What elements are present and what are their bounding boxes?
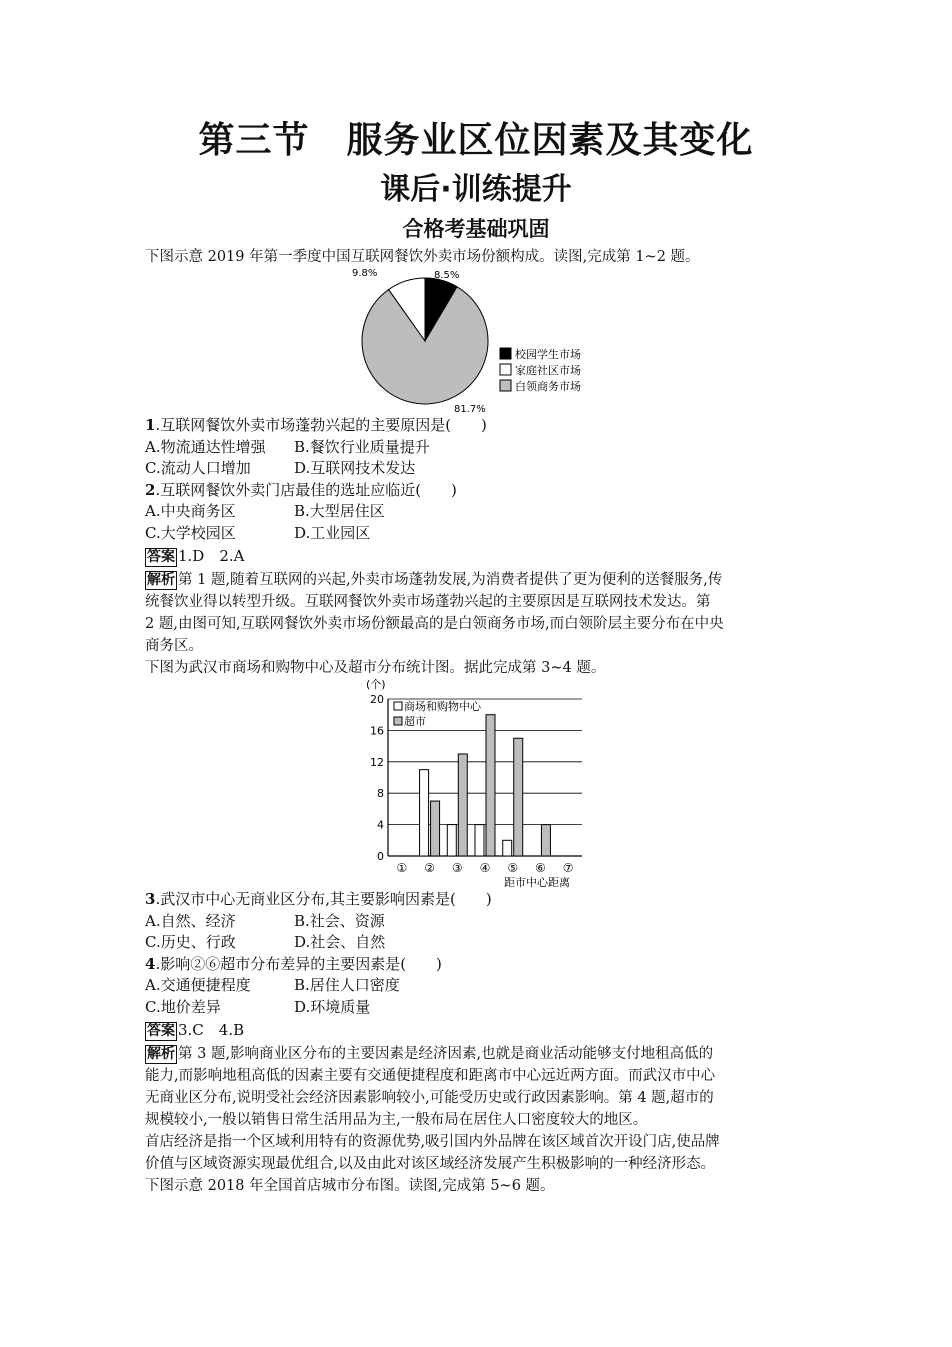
question-4: [145, 954, 442, 974]
option-4d[interactable]: D.环境质量: [294, 998, 371, 1016]
x-tick-label: ①: [396, 861, 408, 875]
analysis-3-4-line2: 能力,而影响地租高低的因素主要有交通便捷程度和距离市中心远近两方面。而武汉市中心: [145, 1068, 716, 1084]
y-tick-label: 8: [377, 787, 384, 801]
y-axis-unit: (个): [366, 678, 386, 691]
intro-map: 下图示意 2018 年全国首店城市分布图。读图,完成第 5~6 题。: [145, 1178, 555, 1194]
y-tick-label: 16: [370, 724, 384, 738]
page-title: 第三节 服务业区位因素及其变化: [198, 120, 754, 161]
x-tick-label: ④: [479, 861, 491, 875]
question-3: [145, 889, 492, 909]
analysis-text: 第 3 题,影响商业区分布的主要因素是经济因素,也就是商业活动能够支付地租高低的: [178, 1046, 714, 1062]
option-4c[interactable]: C.地价差异: [145, 998, 221, 1016]
analysis-3-4-line4: 规模较小,一般以销售日常生活用品为主,一般布局在居住人口密度较大的地区。: [145, 1112, 648, 1128]
option-2b[interactable]: B.大型居住区: [294, 502, 385, 520]
pie-legend: [500, 347, 581, 393]
intro-pie: 下图示意 2019 年第一季度中国互联网餐饮外卖市场份额构成。读图,完成第 1~2 题。: [145, 249, 700, 265]
answer-tag: 答案: [147, 1023, 175, 1039]
x-tick-label: ②: [424, 861, 435, 875]
legend-label-family: 家庭社区市场: [515, 364, 581, 377]
bar-supermarket: [431, 801, 440, 856]
question-stem: .武汉市中心无商业区分布,其主要影响因素是( ): [155, 890, 492, 908]
legend-swatch-mall: [394, 702, 402, 710]
bar-supermarket: [458, 754, 467, 856]
legend-swatch-business: [500, 380, 511, 391]
option-4b[interactable]: B.居住人口密度: [294, 976, 400, 994]
analysis-1-2-line4: 商务区。: [145, 638, 203, 654]
question-number: 4: [145, 955, 156, 973]
pie-label-business: 81.7%: [454, 404, 486, 415]
answer-tag: 答案: [147, 549, 175, 565]
answer-text: 1.D 2.A: [178, 547, 245, 565]
pie-label-family: 9.8%: [352, 268, 378, 279]
analysis-1-2-line2: 统餐饮业得以转型升级。互联网餐饮外卖市场蓬勃兴起的主要原因是互联网技术发达。第: [145, 594, 711, 610]
option-3a[interactable]: A.自然、经济: [145, 912, 236, 930]
option-2a[interactable]: A.中央商务区: [145, 502, 236, 520]
bar-supermarket: [486, 715, 495, 856]
bar-supermarket: [541, 825, 550, 856]
first-store-para-line2: 价值与区域资源实现最优组合,以及由此对该区域经济发展产生积极影响的一种经济形态。: [145, 1156, 716, 1172]
legend-label-business: 白领商务市场: [515, 380, 581, 393]
question-2: [145, 480, 457, 500]
pie-label-campus: 8.5%: [434, 270, 460, 281]
question-number: 3: [145, 890, 156, 908]
analysis-tag: 解析: [147, 572, 175, 588]
bar-mall: [420, 770, 429, 856]
option-3c[interactable]: C.历史、行政: [145, 933, 236, 951]
option-4a[interactable]: A.交通便捷程度: [145, 976, 251, 994]
x-tick-label: ⑤: [507, 861, 519, 875]
answer-3-4: [145, 1020, 244, 1041]
x-tick-label: ⑦: [562, 861, 574, 875]
bar-legend: [394, 699, 482, 728]
analysis-1-2-line1: [145, 570, 722, 590]
legend-swatch-family: [500, 364, 511, 375]
option-2d[interactable]: D.工业园区: [294, 524, 371, 542]
option-3b[interactable]: B.社会、资源: [294, 912, 385, 930]
question-stem: .影响②⑥超市分布差异的主要因素是( ): [155, 955, 442, 973]
legend-label-mall: 商场和购物中心: [404, 700, 481, 713]
option-1c[interactable]: C.流动人口增加: [145, 459, 251, 477]
y-tick-label: 12: [370, 755, 384, 769]
question-number: 1: [145, 416, 156, 434]
option-1b[interactable]: B.餐饮行业质量提升: [294, 438, 430, 456]
answer-text: 3.C 4.B: [178, 1021, 245, 1039]
section-heading: 合格考基础巩固: [402, 217, 550, 241]
analysis-3-4-line1: [145, 1044, 713, 1064]
legend-label-supermarket: 超市: [404, 715, 426, 728]
option-3d[interactable]: D.社会、自然: [294, 933, 386, 951]
answer-1-2: [145, 546, 244, 567]
page-subtitle: 课后·训练提升: [380, 172, 572, 207]
pie-chart: [330, 264, 630, 416]
bar-supermarket: [514, 738, 523, 856]
legend-swatch-campus: [500, 348, 511, 359]
legend-label-campus: 校园学生市场: [515, 348, 581, 361]
y-tick-label: 20: [370, 693, 384, 706]
option-1a[interactable]: A.物流通达性增强: [145, 438, 266, 456]
analysis-text: 第 1 题,随着互联网的兴起,外卖市场蓬勃发展,为消费者提供了更为便利的送餐服务,传: [178, 572, 723, 588]
x-axis-label: 距市中心距离: [504, 876, 570, 889]
question-stem: .互联网餐饮外卖市场蓬勃兴起的主要原因是( ): [155, 416, 487, 434]
option-1d[interactable]: D.互联网技术发达: [294, 459, 416, 477]
x-tick-label: ⑥: [535, 861, 546, 875]
y-tick-label: 0: [377, 850, 384, 863]
intro-bar: 下图为武汉市商场和购物中心及超市分布统计图。据此完成第 3~4 题。: [145, 660, 606, 676]
bar-mall: [503, 840, 512, 856]
question-1: [145, 415, 487, 435]
first-store-para-line1: 首店经济是指一个区域利用特有的资源优势,吸引国内外品牌在该区域首次开设门店,使品牌: [145, 1134, 720, 1150]
x-tick-label: ③: [451, 861, 463, 875]
analysis-tag: 解析: [147, 1046, 175, 1062]
y-tick-label: 4: [377, 818, 384, 832]
question-number: 2: [145, 481, 156, 499]
legend-swatch-supermarket: [394, 717, 402, 725]
option-2c[interactable]: C.大学校园区: [145, 524, 236, 542]
bar-mall: [447, 825, 456, 856]
question-stem: .互联网餐饮外卖门店最佳的选址应临近( ): [155, 481, 457, 499]
analysis-3-4-line3: 无商业区分布,说明受社会经济因素影响较小,可能受历史或行政因素影响。第 4 题,超市的: [145, 1090, 714, 1106]
bar-mall: [475, 825, 484, 856]
analysis-1-2-line3: 2 题,由图可知,互联网餐饮外卖市场份额最高的是白领商务市场,而白领阶层主要分布在中央: [145, 616, 724, 632]
bar-chart: [360, 676, 600, 890]
